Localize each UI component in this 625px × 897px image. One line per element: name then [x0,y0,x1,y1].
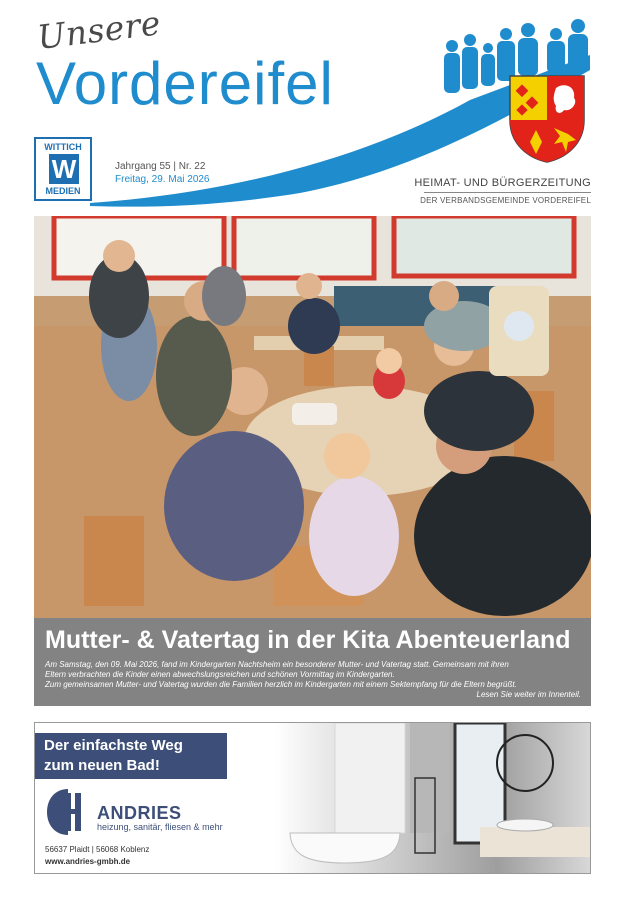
cover-headline-box [34,618,591,706]
andries-logo-icon [45,787,91,837]
ad-headline-line: zum neuen Bad! [44,757,160,774]
cover-headline: Mutter- & Vatertag in der Kita Abenteuerland [45,626,571,654]
cover-teaser-line: Zum gemeinsamen Mutter- und Vatertag wurden die Familien herzlich im Kindergarten mit einem Sektempfang für die Eltern begrüßt. [45,680,517,689]
publisher-logo [34,137,92,201]
cover-teaser-line: Am Samstag, den 09. Mai 2026, fand im Kindergarten Nachtsheim ein besonderer Mutter- und Vatertag statt. Gemeinsam mit ihren [45,660,509,669]
publisher-logo-mark-icon: W [49,154,79,184]
ad-services: heizung, sanitär, fliesen & mehr [97,822,223,832]
ad-headline-line: Der einfachste Weg [44,737,183,754]
issue-number: Jahrgang 55 | Nr. 22 [115,161,206,172]
masthead-subtitle-secondary: DER VERBANDSGEMEINDE VORDEREIFEL [420,196,591,205]
issue-date: Freitag, 29. Mai 2026 [115,174,210,185]
cover-teaser-line: Eltern verbrachten die Kinder einen abwechslungsreichen und schönen Vormittag im Kindergarten. [45,670,395,679]
ad-address: 56637 Plaidt | 56068 Koblenz [45,845,150,854]
cover-photo [34,216,591,618]
masthead-title-small: Unsere [35,3,163,57]
advertisement[interactable] [34,722,591,874]
cover-read-more: Lesen Sie weiter im Innenteil. [476,690,581,699]
ad-brand-name: ANDRIES [97,803,182,823]
masthead-title: Vordereifel [36,50,334,117]
masthead-subtitle: HEIMAT- UND BÜRGERZEITUNG [414,177,591,189]
publisher-logo-top-text: WITTICH [44,142,82,152]
ad-website-link[interactable]: www.andries-gmbh.de [45,857,131,866]
ad-headline [35,733,227,779]
issue-info [115,160,210,186]
cover-teaser [45,660,581,700]
masthead-divider [424,192,591,193]
coat-of-arms-icon [506,72,588,164]
publisher-logo-bottom-text: MEDIEN [45,186,81,196]
ad-bathroom-photo [275,723,591,874]
